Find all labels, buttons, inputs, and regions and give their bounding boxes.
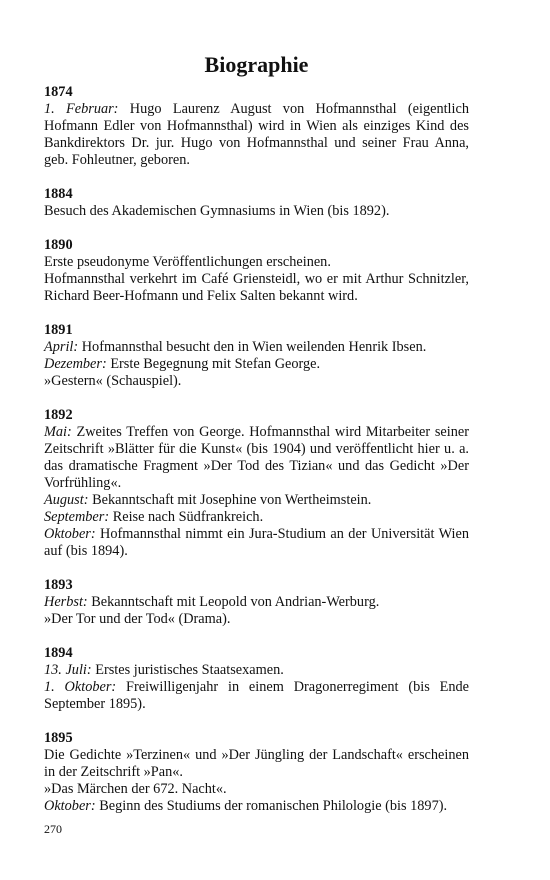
biography-paragraph — [44, 747, 469, 781]
biography-paragraph — [44, 492, 469, 509]
date-label: Mai: — [44, 424, 72, 440]
biography-paragraph — [44, 526, 469, 560]
year-entry — [44, 237, 469, 305]
biography-paragraph — [44, 594, 469, 611]
date-label: Oktober: — [44, 798, 96, 814]
paragraph-text: Erste pseudonyme Veröffentlichungen erscheinen. — [44, 254, 331, 270]
year-heading: 1891 — [44, 322, 73, 338]
paragraph-text: Bekanntschaft mit Leopold von Andrian-Werburg. — [91, 594, 380, 610]
year-entry — [44, 407, 469, 560]
year-heading: 1894 — [44, 645, 73, 661]
biography-paragraph — [44, 781, 469, 798]
paragraph-text: Freiwilligenjahr in einem Dragonerregiment (bis Ende September 1895). — [44, 679, 469, 712]
year-heading: 1874 — [44, 84, 73, 100]
year-heading: 1895 — [44, 730, 73, 746]
year-entry — [44, 84, 469, 169]
biography-paragraph — [44, 339, 469, 356]
biography-paragraph — [44, 356, 469, 373]
paragraph-text: Besuch des Akademischen Gymnasiums in Wien (bis 1892). — [44, 203, 390, 219]
date-label: Dezember: — [44, 356, 107, 372]
year-heading: 1890 — [44, 237, 73, 253]
biography-paragraph — [44, 679, 469, 713]
date-label: Herbst: — [44, 594, 88, 610]
biography-entries — [44, 84, 469, 815]
paragraph-text: »Gestern« (Schauspiel). — [44, 373, 182, 389]
date-label: Oktober: — [44, 526, 96, 542]
year-entry — [44, 645, 469, 713]
date-label: September: — [44, 509, 110, 525]
biography-paragraph — [44, 611, 469, 628]
date-label: 13. Juli: — [44, 662, 92, 678]
biography-paragraph — [44, 373, 469, 390]
year-heading: 1892 — [44, 407, 73, 423]
year-entry — [44, 322, 469, 390]
biography-paragraph — [44, 798, 469, 815]
paragraph-text: Bekanntschaft mit Josephine von Wertheimstein. — [92, 492, 372, 508]
year-entry — [44, 577, 469, 628]
page-title: Biographie — [204, 52, 309, 77]
paragraph-text: Erstes juristisches Staatsexamen. — [95, 662, 284, 678]
year-entry — [44, 730, 469, 815]
paragraph-text: Hofmannsthal verkehrt im Café Griensteidl, wo er mit Arthur Schnitzler, Richard Beer-Hofmann und Felix Salten bekannt wird. — [44, 271, 469, 304]
date-label: 1. Oktober: — [44, 679, 117, 695]
biography-paragraph — [44, 509, 469, 526]
paragraph-text: Die Gedichte »Terzinen« und »Der Jüngling der Landschaft« erscheinen in der Zeitschrift »Pan«. — [44, 747, 469, 780]
year-heading: 1893 — [44, 577, 73, 593]
paragraph-text: Hofmannsthal besucht den in Wien weilenden Henrik Ibsen. — [81, 339, 427, 355]
biography-paragraph — [44, 203, 469, 220]
biography-paragraph — [44, 254, 469, 271]
page-number: 270 — [44, 822, 62, 836]
biography-paragraph — [44, 271, 469, 305]
paragraph-text: Hofmannsthal nimmt ein Jura-Studium an der Universität Wien auf (bis 1894). — [44, 526, 469, 559]
year-heading: 1884 — [44, 186, 73, 202]
date-label: April: — [44, 339, 79, 355]
paragraph-text: »Der Tor und der Tod« (Drama). — [44, 611, 231, 627]
date-label: August: — [44, 492, 89, 508]
date-label: 1. Februar: — [44, 101, 119, 117]
paragraph-text: »Das Märchen der 672. Nacht«. — [44, 781, 227, 797]
paragraph-text: Reise nach Südfrankreich. — [112, 509, 264, 525]
biography-paragraph — [44, 424, 469, 492]
biography-paragraph — [44, 101, 469, 169]
paragraph-text: Beginn des Studiums der romanischen Philologie (bis 1897). — [99, 798, 448, 814]
paragraph-text: Zweites Treffen von George. Hofmannsthal wird Mitarbeiter seiner Zeitschrift »Blätter für die Kunst« (bis 1904) und veröffentlicht hier u. a. das dramatische Fragment »Der Tod des Tizian« und das Gedicht »Der Vorfrühling«. — [44, 424, 469, 491]
biography-page — [44, 50, 469, 832]
paragraph-text: Erste Begegnung mit Stefan George. — [110, 356, 321, 372]
biography-paragraph — [44, 662, 469, 679]
paragraph-text: Hugo Laurenz August von Hofmannsthal (eigentlich Hofmann Edler von Hofmannsthal) wird in Wien als einziges Kind des Bankdirektors Dr. jur. Hugo von Hofmannsthal und seiner Frau Anna, geb. Fohleutner, geboren. — [44, 101, 469, 168]
year-entry — [44, 186, 469, 220]
